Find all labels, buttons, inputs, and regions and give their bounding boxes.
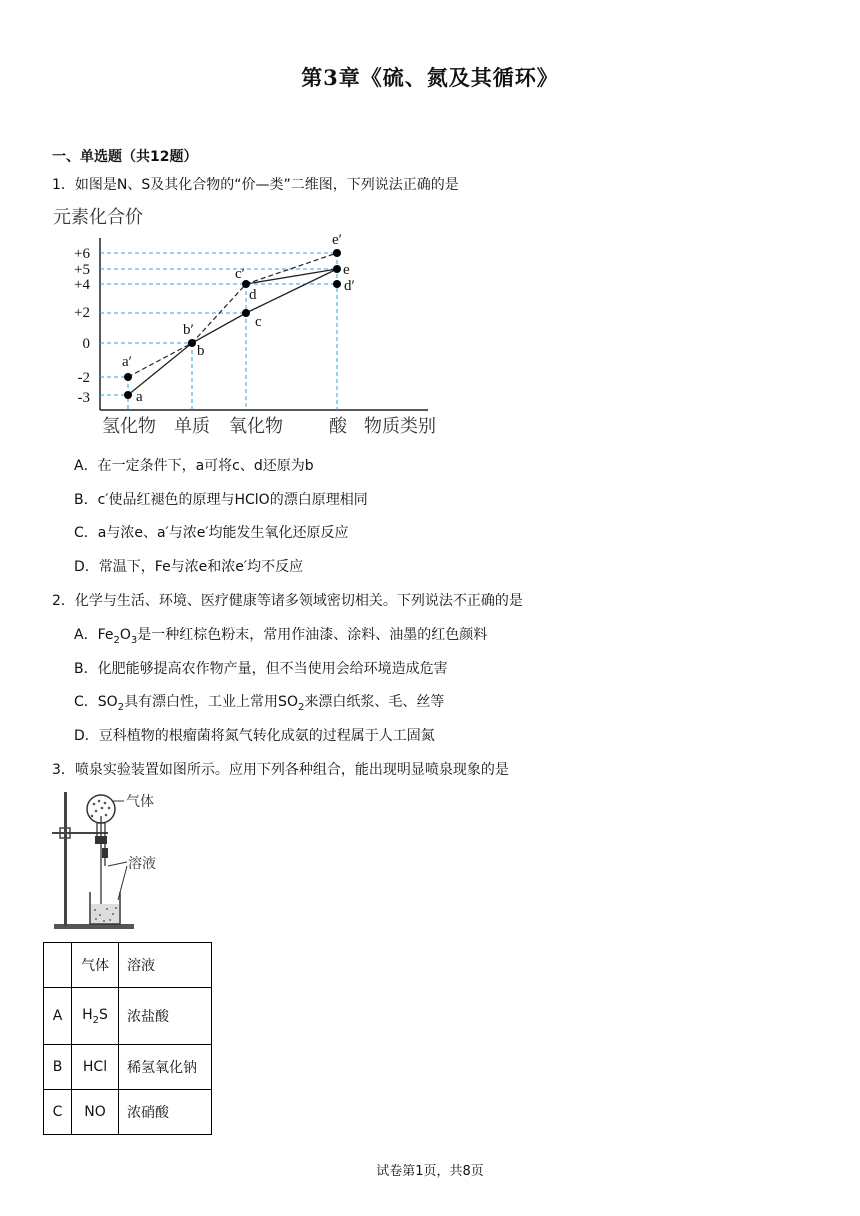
xtick-label: 单质 [174, 416, 210, 437]
text: A．Fe [74, 627, 114, 643]
valence-class-chart [50, 200, 450, 445]
page-title: 第3章《硫、氮及其循环》 [301, 65, 559, 90]
ytick-label: 0 [82, 336, 90, 352]
point-label: a′ [122, 354, 132, 370]
point-e-prime [333, 249, 341, 257]
q1-option-d[interactable]: D．常温下，Fe与浓e和浓e′均不反应 [74, 559, 304, 575]
point-label: d′ [344, 278, 355, 294]
nitrogen-series-line [128, 269, 337, 395]
q2-option-b[interactable]: B．化肥能够提高农作物产量，但不当使用会给环境造成危害 [74, 661, 448, 677]
text: 是一种红棕色粉末，常用作油漆、涂料、油墨的红色颜料 [137, 627, 488, 643]
gas-solution-table [43, 942, 212, 1135]
ytick-label: -2 [77, 370, 90, 386]
subscript: 3 [130, 634, 138, 646]
table-header-cell [44, 943, 72, 988]
point-a [124, 391, 132, 399]
chart-ylabel: 元素化合价 [53, 207, 143, 228]
solution-cell: 浓硝酸 [119, 1090, 212, 1135]
solution-cell: 稀氢氧化钠 [119, 1045, 212, 1090]
point-label: e′ [332, 232, 342, 248]
q1-option-b[interactable]: B．c′使品红褪色的原理与HClO的漂白原理相同 [74, 492, 368, 508]
page-footer: 试卷第1页，共8页 [376, 1164, 484, 1179]
text: S [99, 1006, 108, 1023]
xtick-label: 酸 [329, 416, 347, 437]
question-3-stem: 3．喷泉实验装置如图所示。应用下列各种组合，能出现明显喷泉现象的是 [52, 762, 509, 778]
xtick-label: 氧化物 [229, 416, 283, 437]
solution-label: 溶液 [128, 856, 156, 872]
ytick-label: +5 [74, 262, 90, 278]
dropper-bulb [102, 848, 108, 858]
text: H [82, 1006, 93, 1023]
fountain-apparatus-illustration [44, 786, 174, 936]
option-cell: C [44, 1090, 72, 1135]
gas-cell [72, 1090, 119, 1135]
ytick-label: -3 [77, 390, 90, 406]
subscript: 2 [92, 1014, 99, 1026]
subscript: 2 [297, 701, 305, 713]
ytick-label: +2 [74, 305, 90, 321]
question-2-stem: 2．化学与生活、环境、医疗健康等诸多领域密切相关。下列说法不正确的是 [52, 593, 523, 609]
ytick-label: +4 [74, 277, 90, 293]
table-row[interactable] [44, 1090, 212, 1135]
point-d-prime [333, 280, 341, 288]
pointer-line [108, 862, 127, 866]
solution-cell: 浓盐酸 [119, 988, 212, 1045]
text: NO [84, 1104, 106, 1120]
table-row[interactable] [44, 988, 212, 1045]
option-cell: B [44, 1045, 72, 1090]
option-cell: A [44, 988, 72, 1045]
table-header-cell: 溶液 [119, 943, 212, 988]
section-heading: 一、单选题（共12题） [52, 149, 198, 165]
stand-rod [64, 792, 67, 926]
point-c [242, 309, 250, 317]
subscript: 2 [113, 634, 120, 646]
chart-xlabel: 物质类别 [364, 416, 436, 437]
point-label: d [249, 287, 257, 303]
table-header-cell: 气体 [72, 943, 119, 988]
gas-cell [72, 1045, 119, 1090]
point-a-prime [124, 373, 132, 381]
point-label: c′ [235, 266, 245, 282]
q2-option-a[interactable] [74, 624, 487, 646]
point-label: e [343, 262, 350, 278]
point-e [333, 265, 341, 273]
table-header-row [44, 943, 212, 988]
table-row[interactable] [44, 1045, 212, 1090]
text: 具有漂白性，工业上常用SO [124, 694, 298, 710]
sulfur-series-line [128, 253, 337, 377]
gas-cell [72, 988, 119, 1045]
point-label: b [197, 343, 205, 359]
point-label: b′ [183, 322, 194, 338]
text: HCl [82, 1059, 108, 1075]
question-1-stem: 1．如图是N、S及其化合物的“价—类”二维图，下列说法正确的是 [52, 177, 459, 193]
gas-label: 气体 [126, 794, 154, 810]
beaker-solution [91, 904, 119, 923]
q2-option-d[interactable]: D．豆科植物的根瘤菌将氮气转化成氨的过程属于人工固氮 [74, 728, 435, 744]
subscript: 2 [117, 701, 125, 713]
point-label: a [136, 389, 143, 405]
point-b [188, 339, 196, 347]
text: 来漂白纸浆、毛、丝等 [304, 694, 445, 710]
q2-option-c[interactable] [74, 691, 444, 713]
text: C．SO [74, 694, 118, 710]
point-label: c [255, 314, 262, 330]
q1-option-c[interactable]: C．a与浓e、a′与浓e′均能发生氧化还原反应 [74, 525, 349, 541]
ytick-label: +6 [74, 246, 90, 262]
xtick-label: 氢化物 [102, 416, 156, 437]
q1-option-a[interactable]: A．在一定条件下，a可将c、d还原为b [74, 458, 314, 474]
pointer-line [118, 866, 127, 900]
text: O [119, 627, 131, 643]
